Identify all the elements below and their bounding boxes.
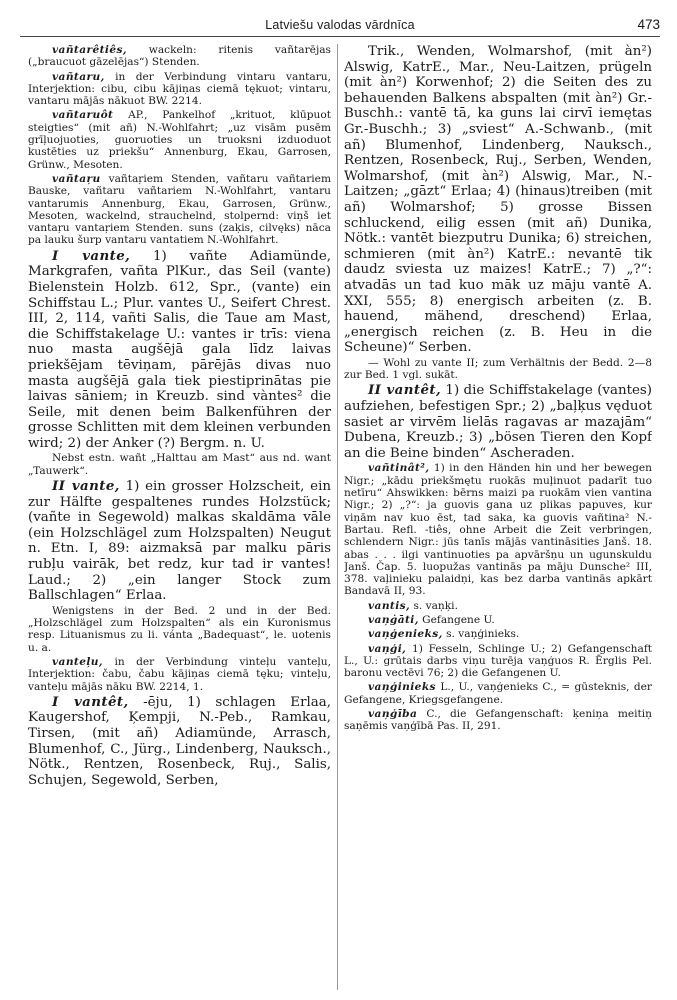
dictionary-entry xyxy=(344,614,652,626)
running-title: Latviešu valodas vārdnīca xyxy=(265,18,415,32)
entry-headword: II vantêt, xyxy=(368,382,442,399)
entry-text: 1) vañte Adiamünde, Markgrafen, vañta PlKur., das Seil (vante) Bielenstein Holzb. 612, Spr., (vante) ein Schiffstau L.; Plur. vantes U., Seifert Chrest. III, 2, 114, vañti Salis, die Taue am Mast, die Schiffstakelage U.: vantes ir trīs: viena nuo masta augšējā gala līdz laivas priekšējam tēviņam, pārējās divas nuo masta augšējā gala tiek piestiprinātas pie laivas sāniem; in Kreuzb. sind vàntes² die Seile, mit denen beim Balkenführen der grosse Schlitten mit dem kleinen verbunden wird; 2) der Anker (?) Bergm. n. U. xyxy=(28,248,331,451)
entry-headword: vaņģenieks, xyxy=(368,628,443,641)
entry-text: Wenigstens in der Bed. 2 und in der Bed. „Holzschlägel zum Holzspalten“ als ein Kuronismus resp. Lituanismus zu li. vánta „Badequast“, le. uotenis u. a. xyxy=(28,604,331,654)
right-column xyxy=(344,44,652,994)
entry-text: wackeln: ritenis vañtarējas („braucuot gāzelējas“) Stenden. xyxy=(28,44,331,69)
dictionary-entry xyxy=(28,605,331,654)
dictionary-entry xyxy=(344,383,652,461)
entry-text: Trik., Wenden, Wolmarshof, (mit àn²) Alswig, KatrE., Mar., Neu-Laitzen, prügeln (mit àn²) Korwenhof; 2) die Seiten des zu behauenden Balkens abspalten (mit àn²) Gr.-Buschh.: vantē tā, ka guns lai cirvī iemętas Gr.-Buschh.; 3) „sviest“ A.-Schwanb., (mit añ) Blumenhof, Lindenberg, Nauksch., Rentzen, Rosenbeck, Ruj., Serben, Wenden, Wolmarshof, (mit àn²) Alswig, Mar., N.-Laitzen; „gāzt“ Erlaa; 4) (hinaus)treiben (mit añ) Wolmarshof; 5) grosse Bissen schluckend, eilig essen (mit añ) Dunika, Nötk.: vantēt biezputru Dunika; 6) streichen, schmieren (mit àn²) KatrE.: nevantē tik daudz sviesta uz maizes! KatrE.; 7) „?“: atvadās un tad kuo māk uz māju vantē A. XXI, 555; 8) energisch arbeiten (z. B. hauend, mähend, dreschend) Erlaa, „energisch reichen (z. B. Heu in die Scheune)“ Serben. xyxy=(344,44,652,356)
dictionary-entry xyxy=(28,109,331,170)
entry-text: Nebst estn. wañt „Halttau am Mast“ aus nd. want „Tauwerk“. xyxy=(28,452,331,477)
entry-headword: vaņģi, xyxy=(368,642,407,655)
dictionary-entry xyxy=(344,708,652,733)
entry-headword: vantis, xyxy=(368,599,411,612)
entry-text: C., die Gefangenschaft: ķeniņa meitiņ saņēmis vaņģībā Pas. II, 291. xyxy=(344,708,652,733)
dictionary-entry xyxy=(28,44,331,69)
dictionary-entry xyxy=(344,643,652,680)
entry-headword: vañtaŗu xyxy=(52,172,101,185)
dictionary-entry xyxy=(344,357,652,382)
dictionary-entry xyxy=(344,628,652,640)
entry-text: 1) in den Händen hin und her bewegen Nigr.; „kādu priekšmętu ruokās muļinuot padarīt tuo netīru“ Ahswikken: bērns maizi pa ruokām vien vantina Nigr.; 2) „?“: ja guovis gana uz plikas papuves, kur viņām nav kuo ēst, tad saka, ka guovis vañtina² N.-Bartau. Refl. -tiês, ohne Arbeit die Zeit verbringen, schlendern Nigr.: jūs tanīs mājās vantināsities Janš. 18. abas . . . ilgi vantinuoties pa apvāršņu un ugunskuldu Janš. Čap. 5. luopužas vantinās pa māju Dunsche² III, 378. vaļinieku palaidņi, kas bez darba vantinās apkārt Bandavā II, 93. xyxy=(344,462,652,598)
dictionary-entry xyxy=(28,656,331,693)
entry-text: L., U., vaņģenieks C., = gūsteknis, der Gefangene, Kriegsgefangene. xyxy=(344,681,652,706)
entry-text: — Wohl zu vante II; zum Verhältnis der Bedd. 2—8 zur Bed. 1 vgl. sukāt. xyxy=(344,356,652,382)
left-column xyxy=(28,44,331,994)
entry-headword: vaņġāti, xyxy=(368,614,419,626)
entry-text: Gefangene U. xyxy=(418,614,495,626)
entry-headword: vanteļu, xyxy=(52,656,103,668)
column-divider xyxy=(337,44,338,990)
entry-headword: vaņģība xyxy=(368,708,418,721)
entry-headword: vañtaru, xyxy=(52,70,105,83)
dictionary-entry xyxy=(28,249,331,452)
dictionary-entry xyxy=(28,695,331,789)
entry-headword: I vantêt, xyxy=(52,693,129,710)
entry-headword: vañtaruôt xyxy=(52,109,114,122)
entry-text: vañtaŗiem Stenden, vañtaru vañtariem Bauske, vañtaru vañtariem N.-Wohlfahrt, vantaru vantarumis Annenburg, Ekau, Garrosen, Grünw., Mesoten, wackelnd, strauchelnd, stolpernd: viņš iet vantaŗu vantaŗiem Stenden. suns (zaķis, cilvęks) nāca pa lauku šurp vantaru vantatiem N.-Wohlfahrt. xyxy=(28,172,331,247)
entry-headword: I vante, xyxy=(52,247,131,264)
entry-text: 1) ein grosser Holzscheit, ein zur Hälfte gespaltenes rundes Holzstück; (vañte in Segewold) malkas skaldāma vāle (ein Holzschlägel zum Holzspalten) Neugut n. Etn. I, 89: aizmaksā par malku pāris rubļu vairāk, bet redz, kur tad ir vantes! Laud.; 2) „ein langer Stock zum Ballschlagen“ Erlaa. xyxy=(28,479,331,604)
entry-text: in der Verbindung vintaru vantaru, Interjektion: cibu, cibu kājiņas ciemā tękuot; vintaru, vantaru mājās nākuot BW. 2214. xyxy=(28,70,331,108)
dictionary-entry xyxy=(344,600,652,612)
entry-text: s. vaņģinieks. xyxy=(442,628,520,641)
entry-text: -ēju, 1) schlagen Erlaa, Kaugershof, Ķempji, N.-Peb., Ramkau, Tirsen, (mit añ) Adiamünde, Arrasch, Blumenhof, C., Jürg., Lindenberg, Nauksch., Nötk., Rentzen, Rosenbeck, Ruj., Salis, Schujen, Segewold, Serben, xyxy=(28,694,331,788)
entry-headword: vañtarêtiês, xyxy=(52,44,127,56)
page-header xyxy=(20,14,660,37)
dictionary-entry xyxy=(344,681,652,706)
entry-headword: vaņģinieks xyxy=(368,681,436,694)
entry-text: in der Verbindung vinteļu vanteļu, Interjektion: čabu, čabu kājiņas ciemā tęku; vinteļu, vanteļu mājās nāku BW. 2214, 1. xyxy=(28,656,331,693)
dictionary-entry xyxy=(28,71,331,108)
dictionary-entry xyxy=(344,462,652,597)
entry-text: 1) die Schiffstakelage (vantes) aufziehen, befestigen Spr.; 2) „baļķus vęduot sasiet ar virvēm lielās ragavas ar mazajām“ Dubena, Kreuzb.; 3) „bösen Tieren den Kopf an die Beine binden“ Ascheraden. xyxy=(344,383,652,461)
dictionary-entry xyxy=(28,452,331,477)
dictionary-entry xyxy=(344,44,652,356)
entry-text: s. vaņķi. xyxy=(410,599,458,612)
entry-text: AP., Pankelhof „krituot, klūpuot steigties“ (mit añ) N.-Wohlfahrt; „uz visām pusēm grīļuojuoties, guoruoties un truoksni izduoduot kustēties uz priekšu“ Annenburg, Ekau, Garrosen, Grünw., Mesoten. xyxy=(28,109,331,171)
page-number: 473 xyxy=(637,17,660,32)
dictionary-entry xyxy=(28,173,331,247)
entry-headword: II vante, xyxy=(52,478,120,495)
dictionary-entry xyxy=(28,479,331,604)
entry-headword: vañtinât², xyxy=(368,462,430,475)
entry-text: 1) Fesseln, Schlinge U.; 2) Gefangenschaft L., U.: grūtais darbs viņu turēja vaņģuos R. Ērglis Pel. baronu vectēvi 76; 2) die Gefangenen U. xyxy=(344,642,652,680)
